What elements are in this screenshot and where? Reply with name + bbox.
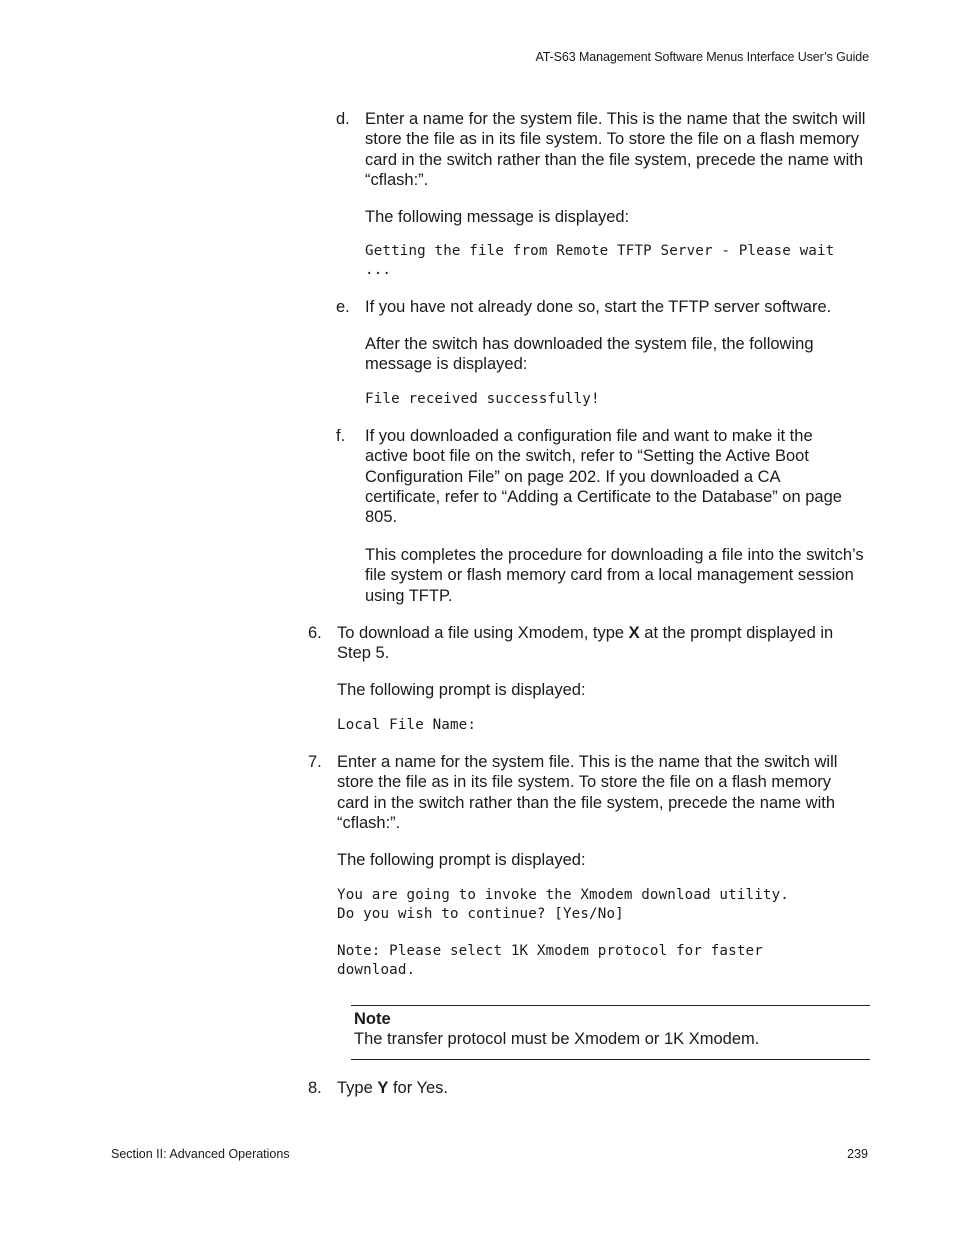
note-title: Note: [354, 1010, 391, 1028]
footer-section: Section II: Advanced Operations: [111, 1147, 290, 1161]
step-7-code-prompt: You are going to invoke the Xmodem download utility. Do you wish to continue? [Yes/No]: [337, 887, 789, 922]
step-6-code: Local File Name:: [337, 717, 477, 733]
running-header: AT-S63 Management Software Menus Interface User’s Guide: [535, 50, 869, 64]
step-e-text: If you have not already done so, start the TFTP server software.: [365, 298, 832, 316]
step-d-code: Getting the file from Remote TFTP Server - Please wait ...: [365, 243, 835, 278]
step-f-text: If you downloaded a configuration file and want to make it the active boot file on the switch, refer to “Setting the Active Boot Configuration File” on page 202. If you downloaded a CA certificate, refer to “Adding a Certificate to the Database” on page 805.: [365, 427, 842, 527]
step-6-text: To download a file using Xmodem, type X at the prompt displayed in Step 5.: [337, 624, 834, 663]
note-box: [351, 1005, 870, 1060]
step-d-message-intro: The following message is displayed:: [365, 208, 630, 226]
step-6-marker: 6.: [308, 624, 322, 642]
step-6-prompt-intro: The following prompt is displayed:: [337, 681, 586, 699]
step-8-text: Type Y for Yes.: [337, 1079, 449, 1097]
step-f-complete-text: This completes the procedure for downloading a file into the switch’s file system or flash memory card from a local management session using TFTP.: [365, 546, 864, 605]
step-7-text: Enter a name for the system file. This is the name that the switch will store the file as in its file system. To store the file on a flash memory card in the switch rather than the file system, precede the name with “cflash:”.: [337, 753, 838, 832]
step-8-marker: 8.: [308, 1079, 322, 1097]
step-e-marker: e.: [336, 298, 350, 316]
step-7-prompt-intro: The following prompt is displayed:: [337, 851, 586, 869]
step-d-marker: d.: [336, 110, 350, 128]
step-e-code: File received successfully!: [365, 391, 600, 407]
step-f-marker: f.: [336, 427, 346, 445]
page-number: 239: [847, 1147, 868, 1161]
step-e-after-text: After the switch has downloaded the system file, the following message is displayed:: [365, 335, 814, 374]
step-7-marker: 7.: [308, 753, 322, 771]
step-7-code-note: Note: Please select 1K Xmodem protocol for faster download.: [337, 943, 763, 978]
step-d-text: Enter a name for the system file. This is the name that the switch will store the file as in its file system. To store the file on a flash memory card in the switch rather than the file system, precede the name with “cflash:”.: [365, 110, 866, 189]
note-body: The transfer protocol must be Xmodem or 1K Xmodem.: [354, 1030, 760, 1048]
